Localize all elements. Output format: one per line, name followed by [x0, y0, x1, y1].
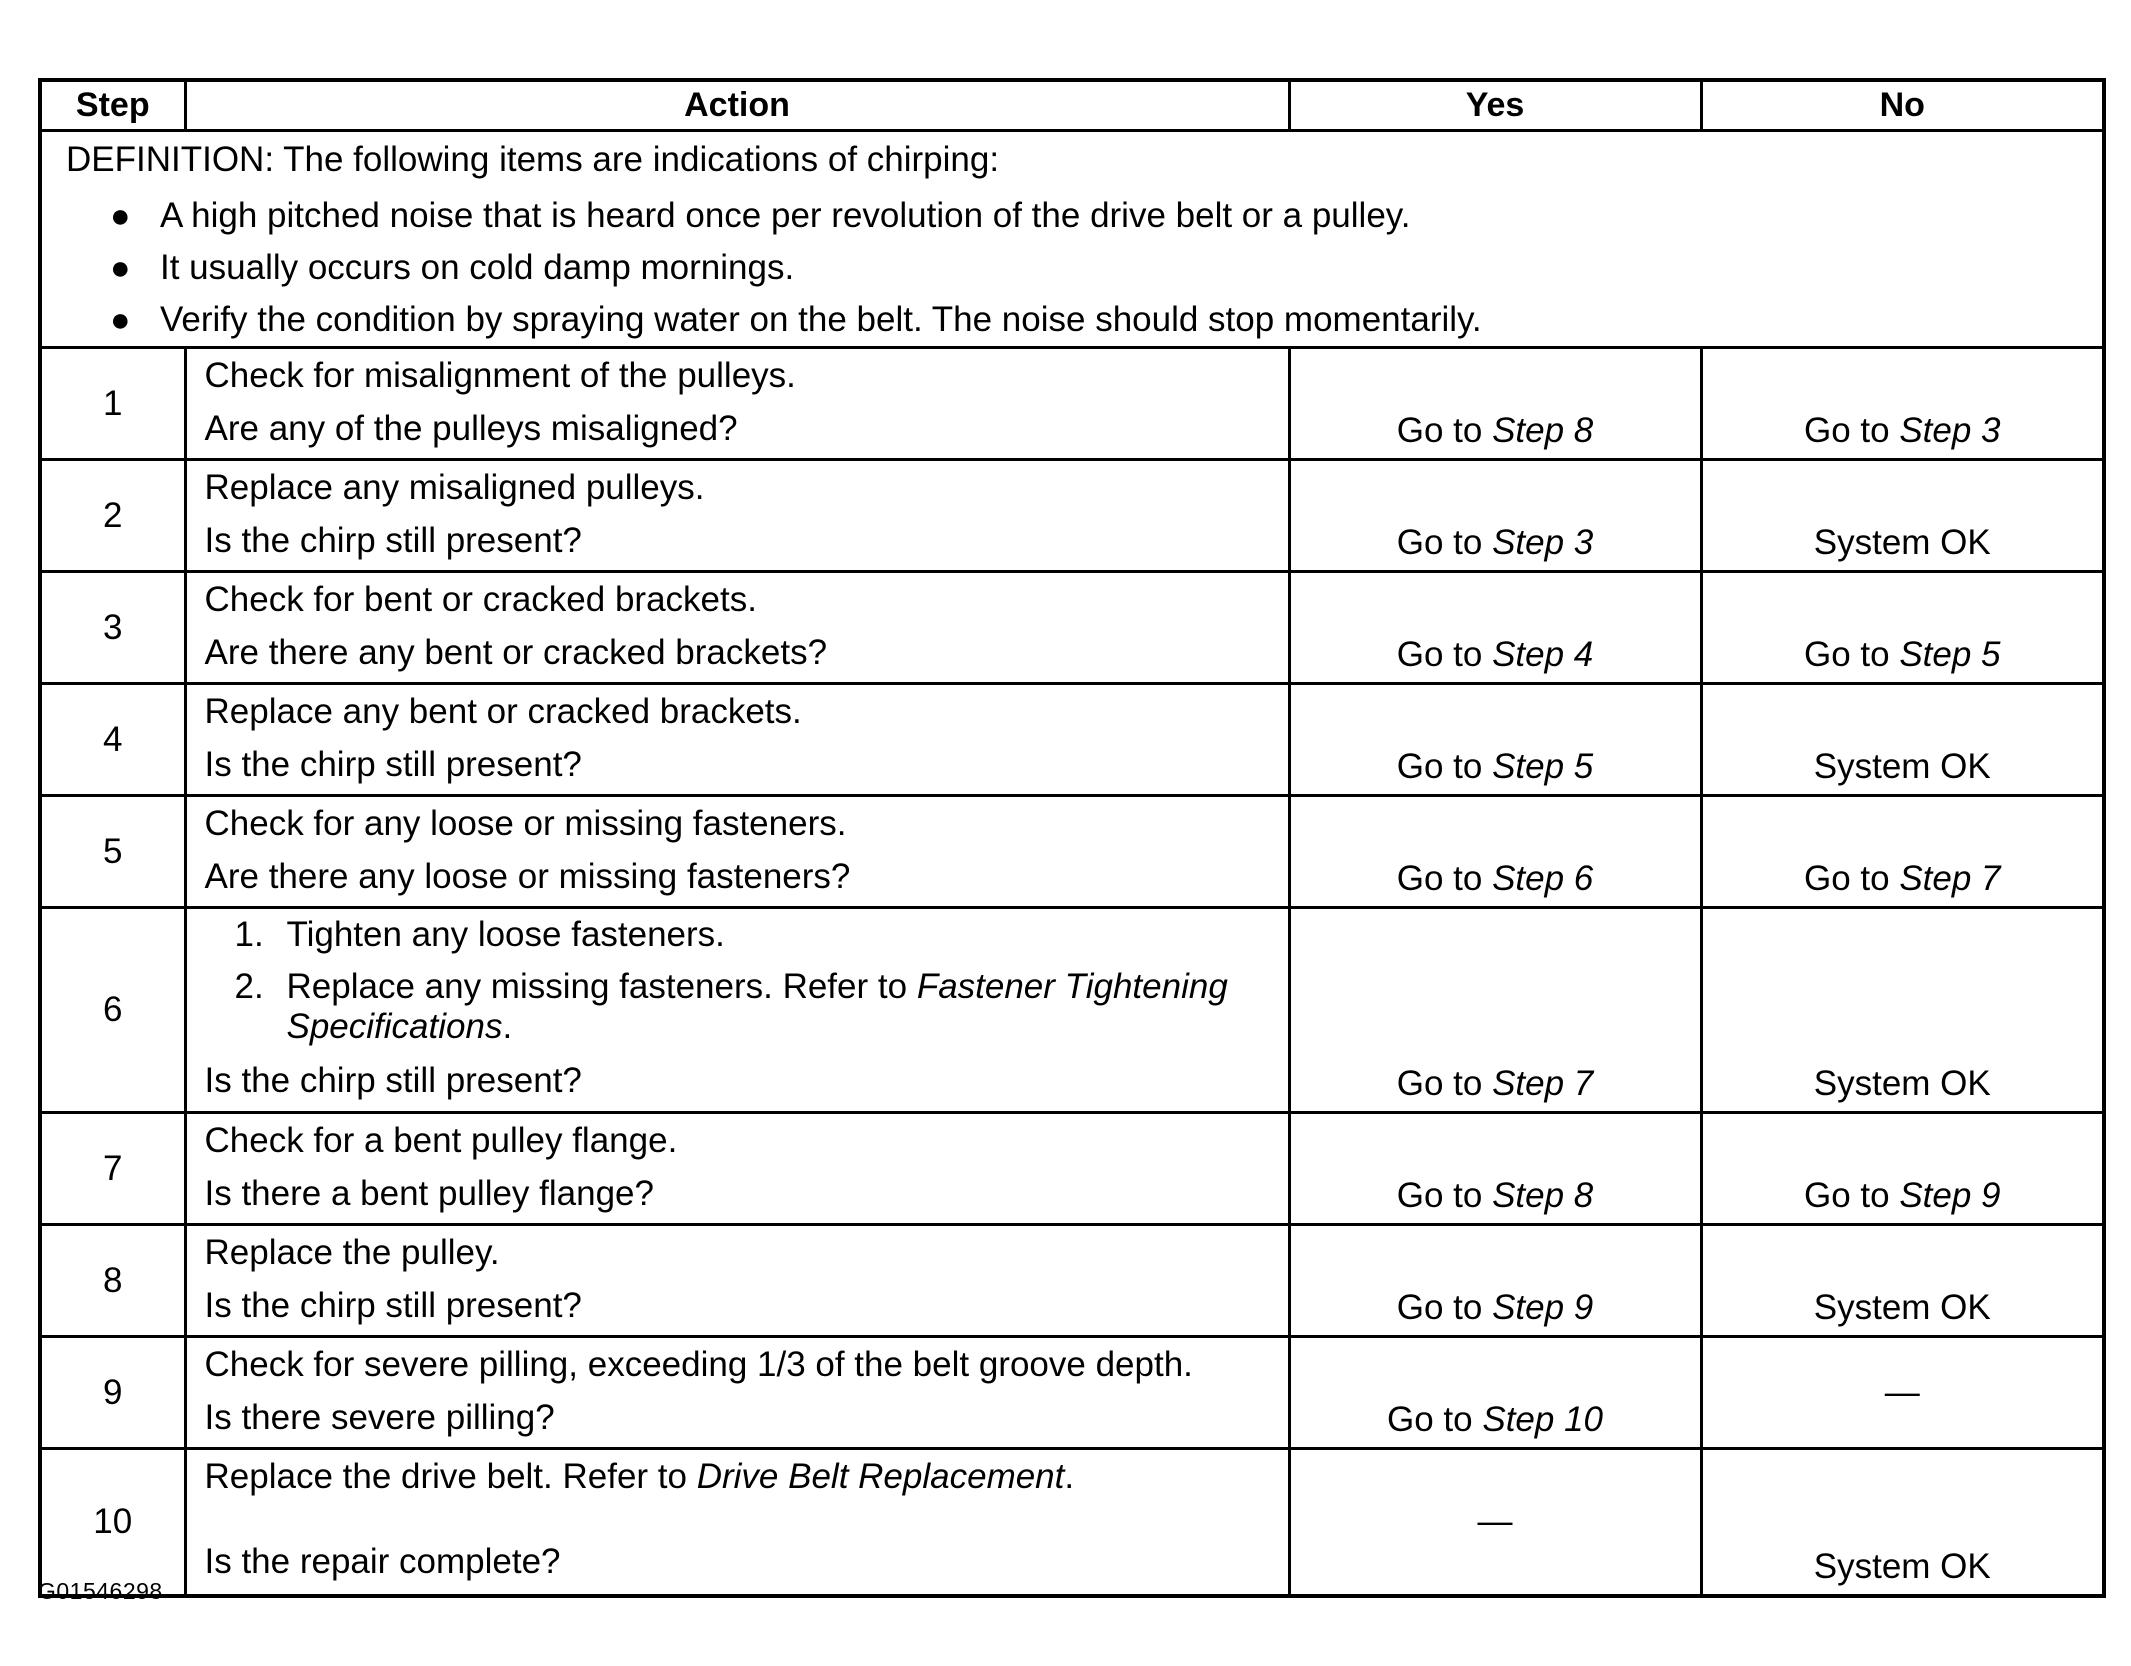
- step-yes: [1289, 348, 1701, 460]
- step-yes: [1289, 796, 1701, 908]
- step-no: [1701, 1337, 2104, 1449]
- step-yes: [1289, 460, 1701, 572]
- substep-text: Replace any missing fasteners. Refer to: [286, 967, 908, 1006]
- doc-reference: Drive Belt Replacement: [696, 1457, 1065, 1496]
- step-action: Check for bent or cracked brackets.: [204, 580, 757, 619]
- yes-step-ref: Step 9: [1492, 1288, 1594, 1327]
- step-action: Check for a bent pulley flange.: [204, 1121, 678, 1160]
- step-question: Is the chirp still present?: [204, 1286, 582, 1325]
- step-number: 9: [40, 1337, 185, 1449]
- step-no: [1701, 1113, 2104, 1225]
- step-number: 2: [40, 460, 185, 572]
- yes-step-ref: Step 5: [1492, 747, 1594, 786]
- step-row: [40, 460, 2104, 572]
- step-no: [1701, 1225, 2104, 1337]
- no-result: System OK: [1813, 1547, 1991, 1586]
- step-yes: [1289, 684, 1701, 796]
- yes-result: —: [1477, 1502, 1513, 1541]
- go-to-label: Go to: [1396, 1064, 1483, 1103]
- step-yes: [1289, 572, 1701, 684]
- step-row: [40, 1113, 2104, 1225]
- step-row: [40, 1449, 2104, 1597]
- yes-step-ref: Step 8: [1492, 411, 1594, 450]
- step-action-cell: [185, 796, 1289, 908]
- step-number: 5: [40, 796, 185, 908]
- step-question: Is the chirp still present?: [204, 521, 582, 560]
- step-action-end: .: [1064, 1457, 1075, 1496]
- step-action: Check for severe pilling, exceeding 1/3 of the belt groove depth.: [204, 1345, 1193, 1384]
- step-question: Is the chirp still present?: [204, 745, 582, 784]
- step-question: Are there any bent or cracked brackets?: [204, 633, 828, 672]
- step-action-text: Replace the drive belt. Refer to: [204, 1457, 687, 1496]
- step-row: [40, 796, 2104, 908]
- step-no: [1701, 684, 2104, 796]
- go-to-label: Go to: [1803, 411, 1890, 450]
- header-yes: Yes: [1289, 80, 1701, 131]
- step-question: Are any of the pulleys misaligned?: [204, 409, 738, 448]
- step-number: 6: [40, 908, 185, 1113]
- go-to-label: Go to: [1396, 523, 1483, 562]
- step-no: [1701, 348, 2104, 460]
- step-action: Check for misalignment of the pulleys.: [204, 356, 796, 395]
- substep-end: .: [502, 1007, 513, 1046]
- yes-step-ref: Step 6: [1492, 859, 1594, 898]
- go-to-label: Go to: [1396, 411, 1483, 450]
- step-row: [40, 684, 2104, 796]
- definition-item: [110, 294, 2102, 346]
- definition-item: [110, 190, 2102, 242]
- go-to-label: Go to: [1396, 1176, 1483, 1215]
- no-step-ref: Step 3: [1899, 411, 2001, 450]
- go-to-label: Go to: [1803, 859, 1890, 898]
- yes-step-ref: Step 3: [1492, 523, 1594, 562]
- step-number: 8: [40, 1225, 185, 1337]
- no-result: System OK: [1813, 523, 1991, 562]
- step-row: [40, 1337, 2104, 1449]
- definition-text: Verify the condition by spraying water on the belt. The noise should stop momentarily.: [160, 300, 1482, 339]
- step-action: Check for any loose or missing fasteners.: [204, 804, 847, 843]
- step-number: 4: [40, 684, 185, 796]
- step-row: [40, 348, 2104, 460]
- step-action-cell: [185, 1225, 1289, 1337]
- yes-step-ref: Step 7: [1492, 1064, 1594, 1103]
- figure-id: G01546298: [38, 1578, 163, 1604]
- header-step: Step: [40, 80, 185, 131]
- step-action-cell: [185, 1449, 1289, 1597]
- substep-number: 1.: [234, 915, 264, 954]
- substep-number: 2.: [234, 967, 264, 1006]
- yes-step-ref: Step 10: [1482, 1400, 1603, 1439]
- step-number: 1: [40, 348, 185, 460]
- no-result: System OK: [1813, 1288, 1991, 1327]
- substep-item: [235, 909, 1278, 961]
- step-yes: [1289, 908, 1701, 1113]
- bullet-icon: ●: [110, 249, 131, 287]
- no-step-ref: Step 7: [1899, 859, 2001, 898]
- step-action: Replace any bent or cracked brackets.: [204, 692, 802, 731]
- definition-title: DEFINITION: The following items are indications of chirping:: [66, 140, 1000, 179]
- step-action-cell: [185, 684, 1289, 796]
- step-no: [1701, 908, 2104, 1113]
- go-to-label: Go to: [1387, 1400, 1473, 1439]
- step-yes: [1289, 1337, 1701, 1449]
- step-action-cell: [185, 1113, 1289, 1225]
- bullet-icon: ●: [110, 301, 131, 339]
- step-yes: [1289, 1449, 1701, 1597]
- no-step-ref: Step 9: [1899, 1176, 2001, 1215]
- go-to-label: Go to: [1396, 1288, 1483, 1327]
- step-action: [205, 1450, 1278, 1504]
- definition-row: [40, 131, 2104, 348]
- no-result: —: [1884, 1372, 1920, 1412]
- no-step-ref: Step 5: [1899, 635, 2001, 674]
- step-row: [40, 1225, 2104, 1337]
- definition-cell: [40, 131, 2104, 348]
- step-action-cell: [185, 1337, 1289, 1449]
- bullet-icon: ●: [110, 197, 131, 235]
- step-number: 7: [40, 1113, 185, 1225]
- go-to-label: Go to: [1396, 747, 1483, 786]
- go-to-label: Go to: [1803, 1176, 1890, 1215]
- no-result: System OK: [1813, 1064, 1991, 1103]
- step-action-cell: [185, 572, 1289, 684]
- definition-list: [66, 190, 2102, 346]
- diagnostic-table: [38, 78, 2106, 1598]
- no-result: System OK: [1813, 747, 1991, 786]
- header-action: Action: [185, 80, 1289, 131]
- step-question: Are there any loose or missing fasteners?: [204, 857, 851, 896]
- step-action: Replace the pulley.: [204, 1233, 500, 1272]
- step-action-cell: [185, 908, 1289, 1113]
- step-number: 3: [40, 572, 185, 684]
- step-action: Replace any misaligned pulleys.: [204, 468, 705, 507]
- yes-step-ref: Step 8: [1492, 1176, 1594, 1215]
- step-no: [1701, 460, 2104, 572]
- spacer: [205, 1504, 1278, 1536]
- step-no: [1701, 796, 2104, 908]
- substep-item: [235, 961, 1278, 1055]
- step-question: Is the repair complete?: [204, 1542, 561, 1581]
- step-question: Is the chirp still present?: [204, 1061, 582, 1100]
- yes-step-ref: Step 4: [1492, 635, 1594, 674]
- definition-item: [110, 242, 2102, 294]
- go-to-label: Go to: [1803, 635, 1890, 674]
- step-row: [40, 572, 2104, 684]
- step-number: 10: [40, 1449, 185, 1597]
- header-no: No: [1701, 80, 2104, 131]
- step-action-cell: [185, 460, 1289, 572]
- header-row: [40, 80, 2104, 131]
- doc-reference: Fastener Tightening Specifications: [286, 967, 1228, 1046]
- step-question: Is there a bent pulley flange?: [204, 1174, 654, 1213]
- step-yes: [1289, 1113, 1701, 1225]
- go-to-label: Go to: [1396, 635, 1483, 674]
- step-question: Is there severe pilling?: [204, 1398, 555, 1437]
- step-yes: [1289, 1225, 1701, 1337]
- substep-text: Tighten any loose fasteners.: [286, 915, 725, 954]
- step-action-cell: [185, 348, 1289, 460]
- step-row: [40, 908, 2104, 1113]
- definition-text: It usually occurs on cold damp mornings.: [160, 248, 795, 287]
- substep-list: [205, 909, 1278, 1055]
- step-no: [1701, 572, 2104, 684]
- step-no: [1701, 1449, 2104, 1597]
- go-to-label: Go to: [1396, 859, 1483, 898]
- definition-text: A high pitched noise that is heard once per revolution of the drive belt or a pulley.: [160, 196, 1411, 235]
